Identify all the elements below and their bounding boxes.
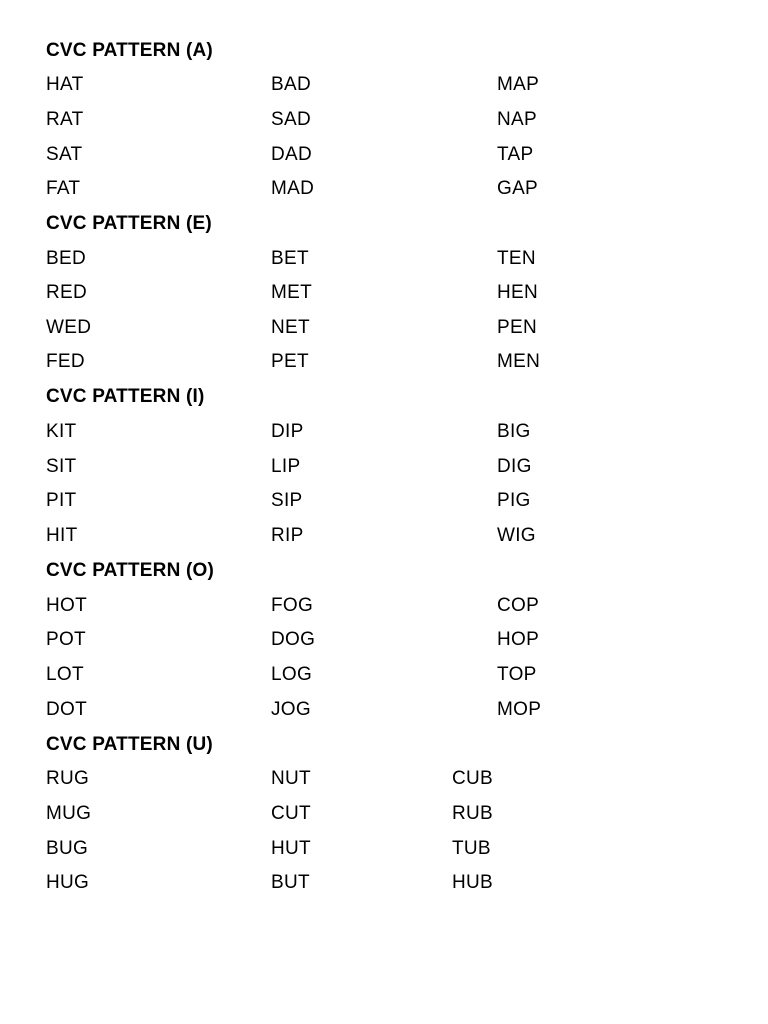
word-cell: MAP <box>497 74 540 95</box>
word-cell: CUB <box>452 768 494 789</box>
word-cell: PIT <box>46 490 77 511</box>
section-heading-i: CVC PATTERN (I) <box>46 386 205 407</box>
word-cell: SIP <box>271 490 303 511</box>
word-cell: RUB <box>452 803 494 824</box>
word-cell: TEN <box>497 248 536 269</box>
word-cell: LIP <box>271 456 301 477</box>
word-cell: NAP <box>497 109 537 130</box>
word-cell: POT <box>46 629 86 650</box>
word-cell: CUT <box>271 803 311 824</box>
word-cell: JOG <box>271 699 311 720</box>
word-cell: TUB <box>452 838 491 859</box>
word-cell: MUG <box>46 803 92 824</box>
word-cell: HAT <box>46 74 84 95</box>
word-cell: LOG <box>271 664 313 685</box>
word-cell: HUB <box>452 872 494 893</box>
word-cell: RAT <box>46 109 84 130</box>
word-cell: DOT <box>46 699 88 720</box>
word-cell: MAD <box>271 178 315 199</box>
word-cell: TAP <box>497 144 534 165</box>
word-cell: DIP <box>271 421 304 442</box>
section-heading-e: CVC PATTERN (E) <box>46 213 212 234</box>
word-cell: HUT <box>271 838 311 859</box>
word-cell: GAP <box>497 178 539 199</box>
word-cell: SAT <box>46 144 83 165</box>
word-cell: BET <box>271 248 309 269</box>
word-cell: PEN <box>497 317 537 338</box>
word-cell: MET <box>271 282 313 303</box>
word-cell: WED <box>46 317 92 338</box>
word-cell: MOP <box>497 699 542 720</box>
word-cell: DIG <box>497 456 532 477</box>
word-cell: BUT <box>271 872 310 893</box>
word-cell: BIG <box>497 421 531 442</box>
word-cell: RUG <box>46 768 90 789</box>
word-cell: LOT <box>46 664 84 685</box>
word-cell: SAD <box>271 109 311 130</box>
word-cell: HEN <box>497 282 539 303</box>
word-cell: FOG <box>271 595 314 616</box>
word-cell: BUG <box>46 838 89 859</box>
word-cell: TOP <box>497 664 537 685</box>
word-cell: HOP <box>497 629 540 650</box>
word-cell: WIG <box>497 525 536 546</box>
word-cell: KIT <box>46 421 77 442</box>
word-cell: DOG <box>271 629 316 650</box>
word-cell: PET <box>271 351 309 372</box>
word-cell: MEN <box>497 351 541 372</box>
word-cell: SIT <box>46 456 77 477</box>
section-heading-u: CVC PATTERN (U) <box>46 734 213 755</box>
word-cell: COP <box>497 595 540 616</box>
word-cell: HOT <box>46 595 88 616</box>
word-cell: BED <box>46 248 86 269</box>
word-cell: NUT <box>271 768 311 789</box>
word-cell: FAT <box>46 178 81 199</box>
word-cell: RED <box>46 282 88 303</box>
word-cell: PIG <box>497 490 531 511</box>
word-cell: DAD <box>271 144 313 165</box>
word-cell: HIT <box>46 525 78 546</box>
word-cell: RIP <box>271 525 304 546</box>
section-heading-o: CVC PATTERN (O) <box>46 560 215 581</box>
word-cell: HUG <box>46 872 90 893</box>
word-cell: FED <box>46 351 85 372</box>
word-cell: BAD <box>271 74 311 95</box>
section-heading-a: CVC PATTERN (A) <box>46 40 213 61</box>
word-cell: NET <box>271 317 310 338</box>
